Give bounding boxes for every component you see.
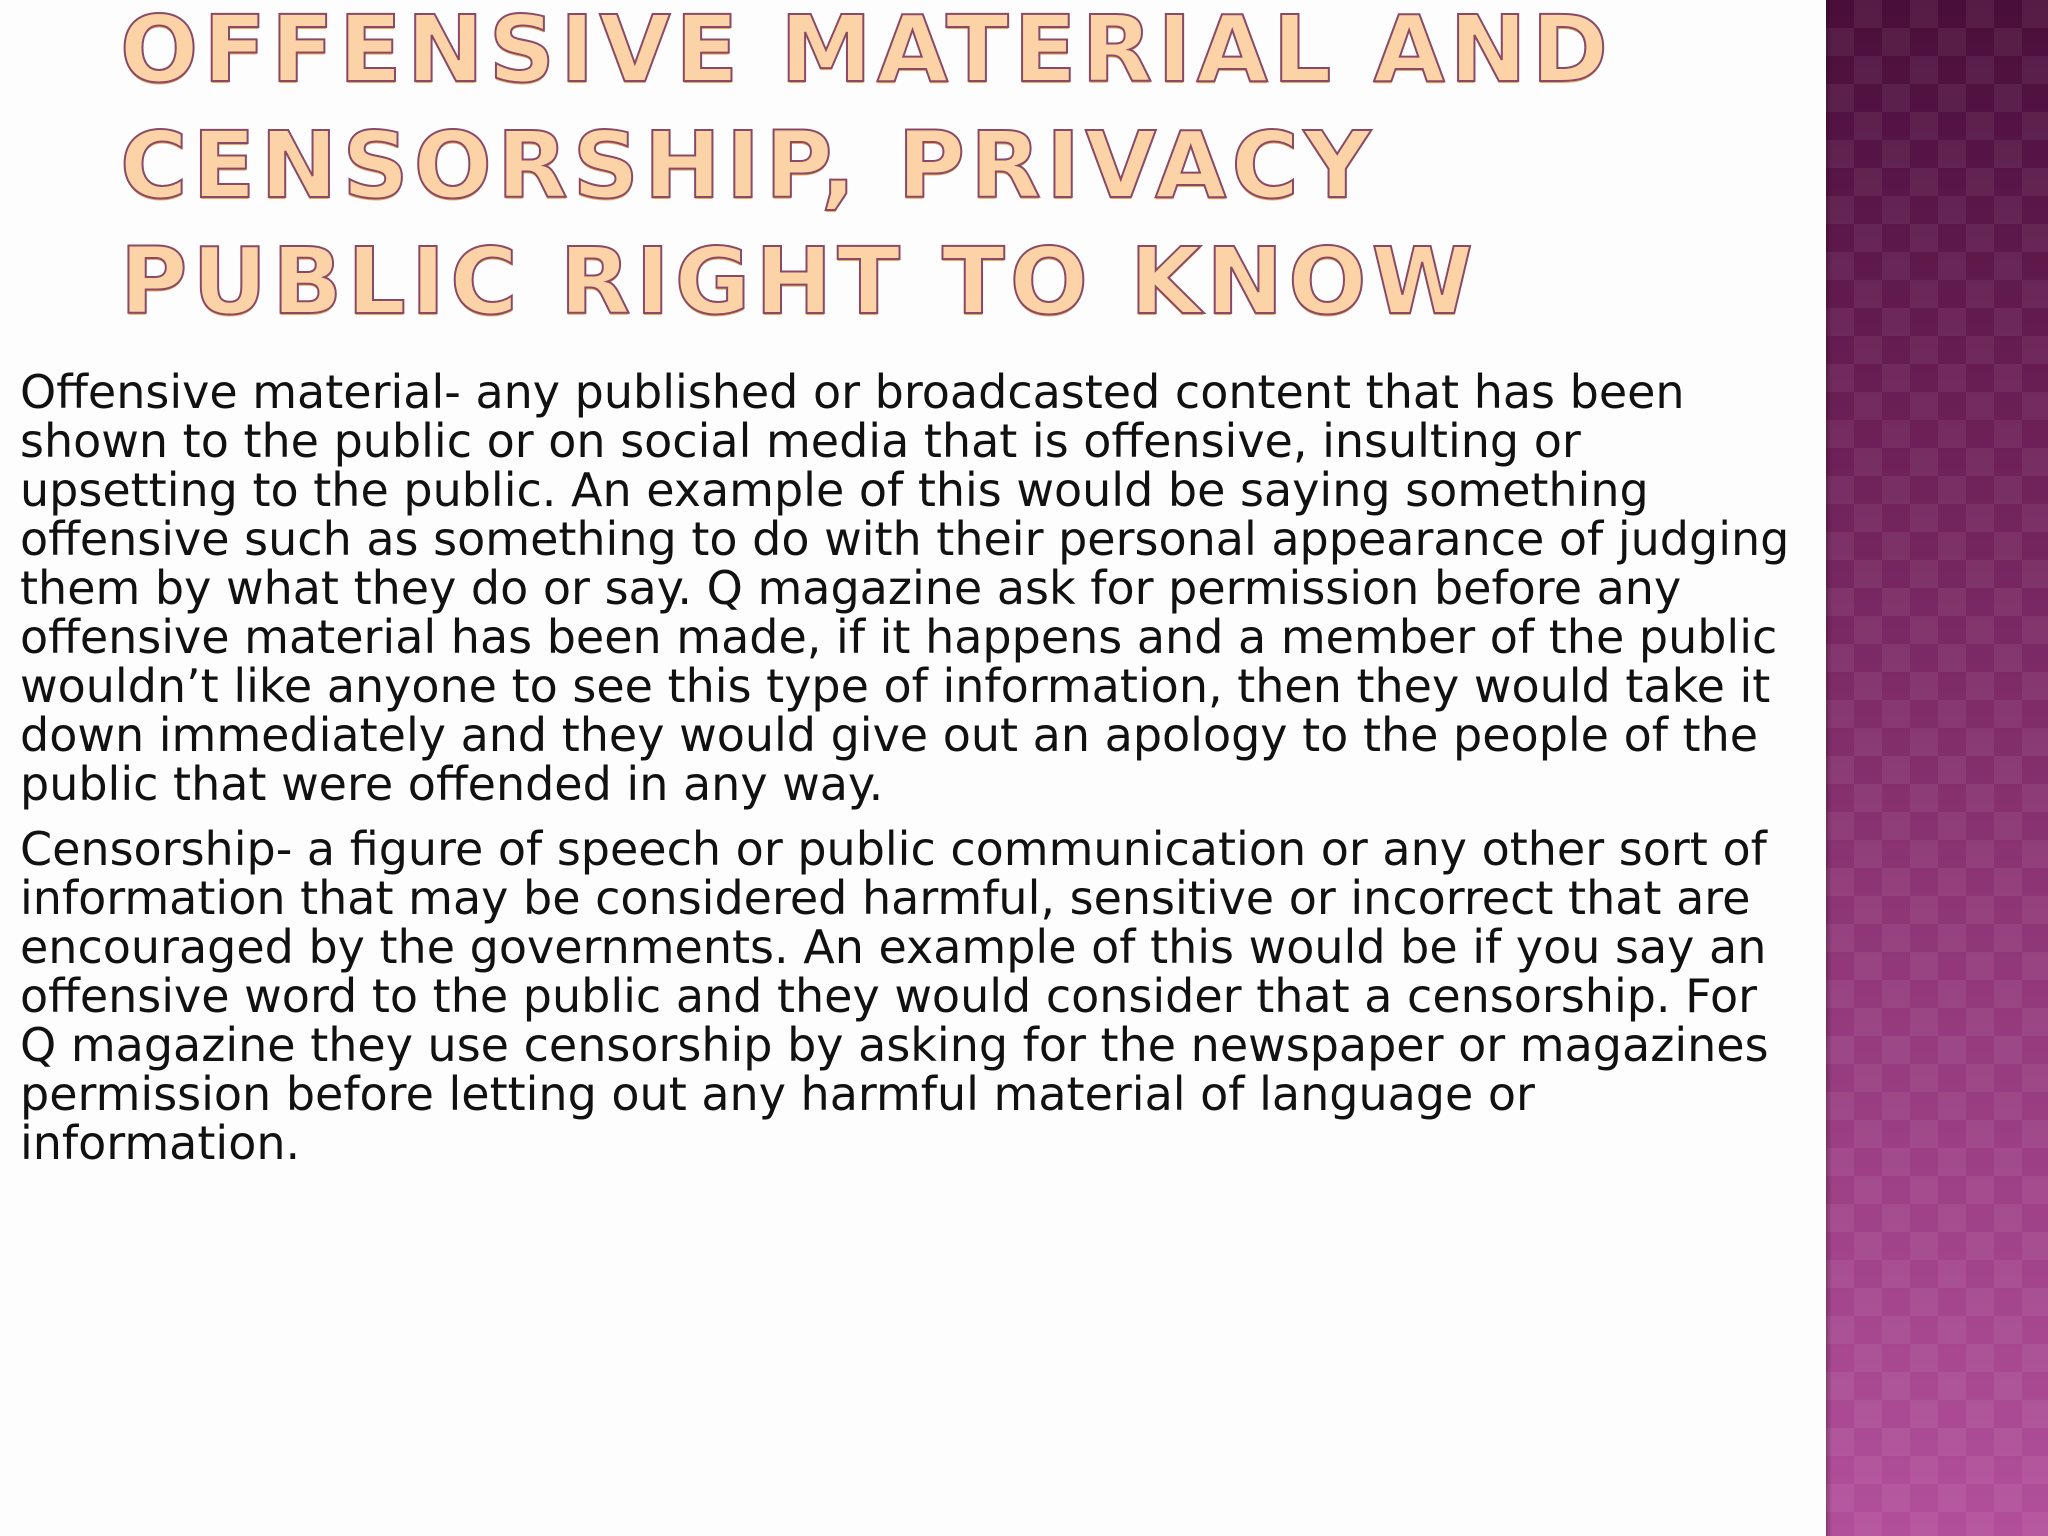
slide-title: OFFENSIVE MATERIAL AND CENSORSHIP, PRIVACY PUBLIC RIGHT TO KNOW — [120, 0, 1614, 335]
slide-body — [20, 365, 1800, 1184]
decorative-side-band — [1826, 0, 2048, 1536]
paragraph-offensive-material: Offensive material- any published or broadcasted content that has been shown to the public or on social media that is offensive, insulting or upsetting to the public. An example of this would be saying something offensive such as something to do with their personal appearance of judging them by what they do or say. Q magazine ask for permission before any offensive material has been made, if it happens and a member of the public wouldn’t like anyone to see this type of information, then they would take it down immediately and they would give out an apology to the people of the public that were offended in any way. — [20, 365, 1790, 811]
side-band-shadow — [1826, 0, 1832, 1536]
paragraph-censorship: Censorship- a figure of speech or public communication or any other sort of information that may be considered harmful, sensitive or incorrect that are encouraged by the governments. An example of this would be if you say an offensive word to the public and they would consider that a censorship. For Q magazine they use censorship by asking for the newspaper or magazines permission before letting out any harmful material of language or information. — [20, 822, 1769, 1170]
diamond-pattern — [1826, 0, 2048, 1536]
